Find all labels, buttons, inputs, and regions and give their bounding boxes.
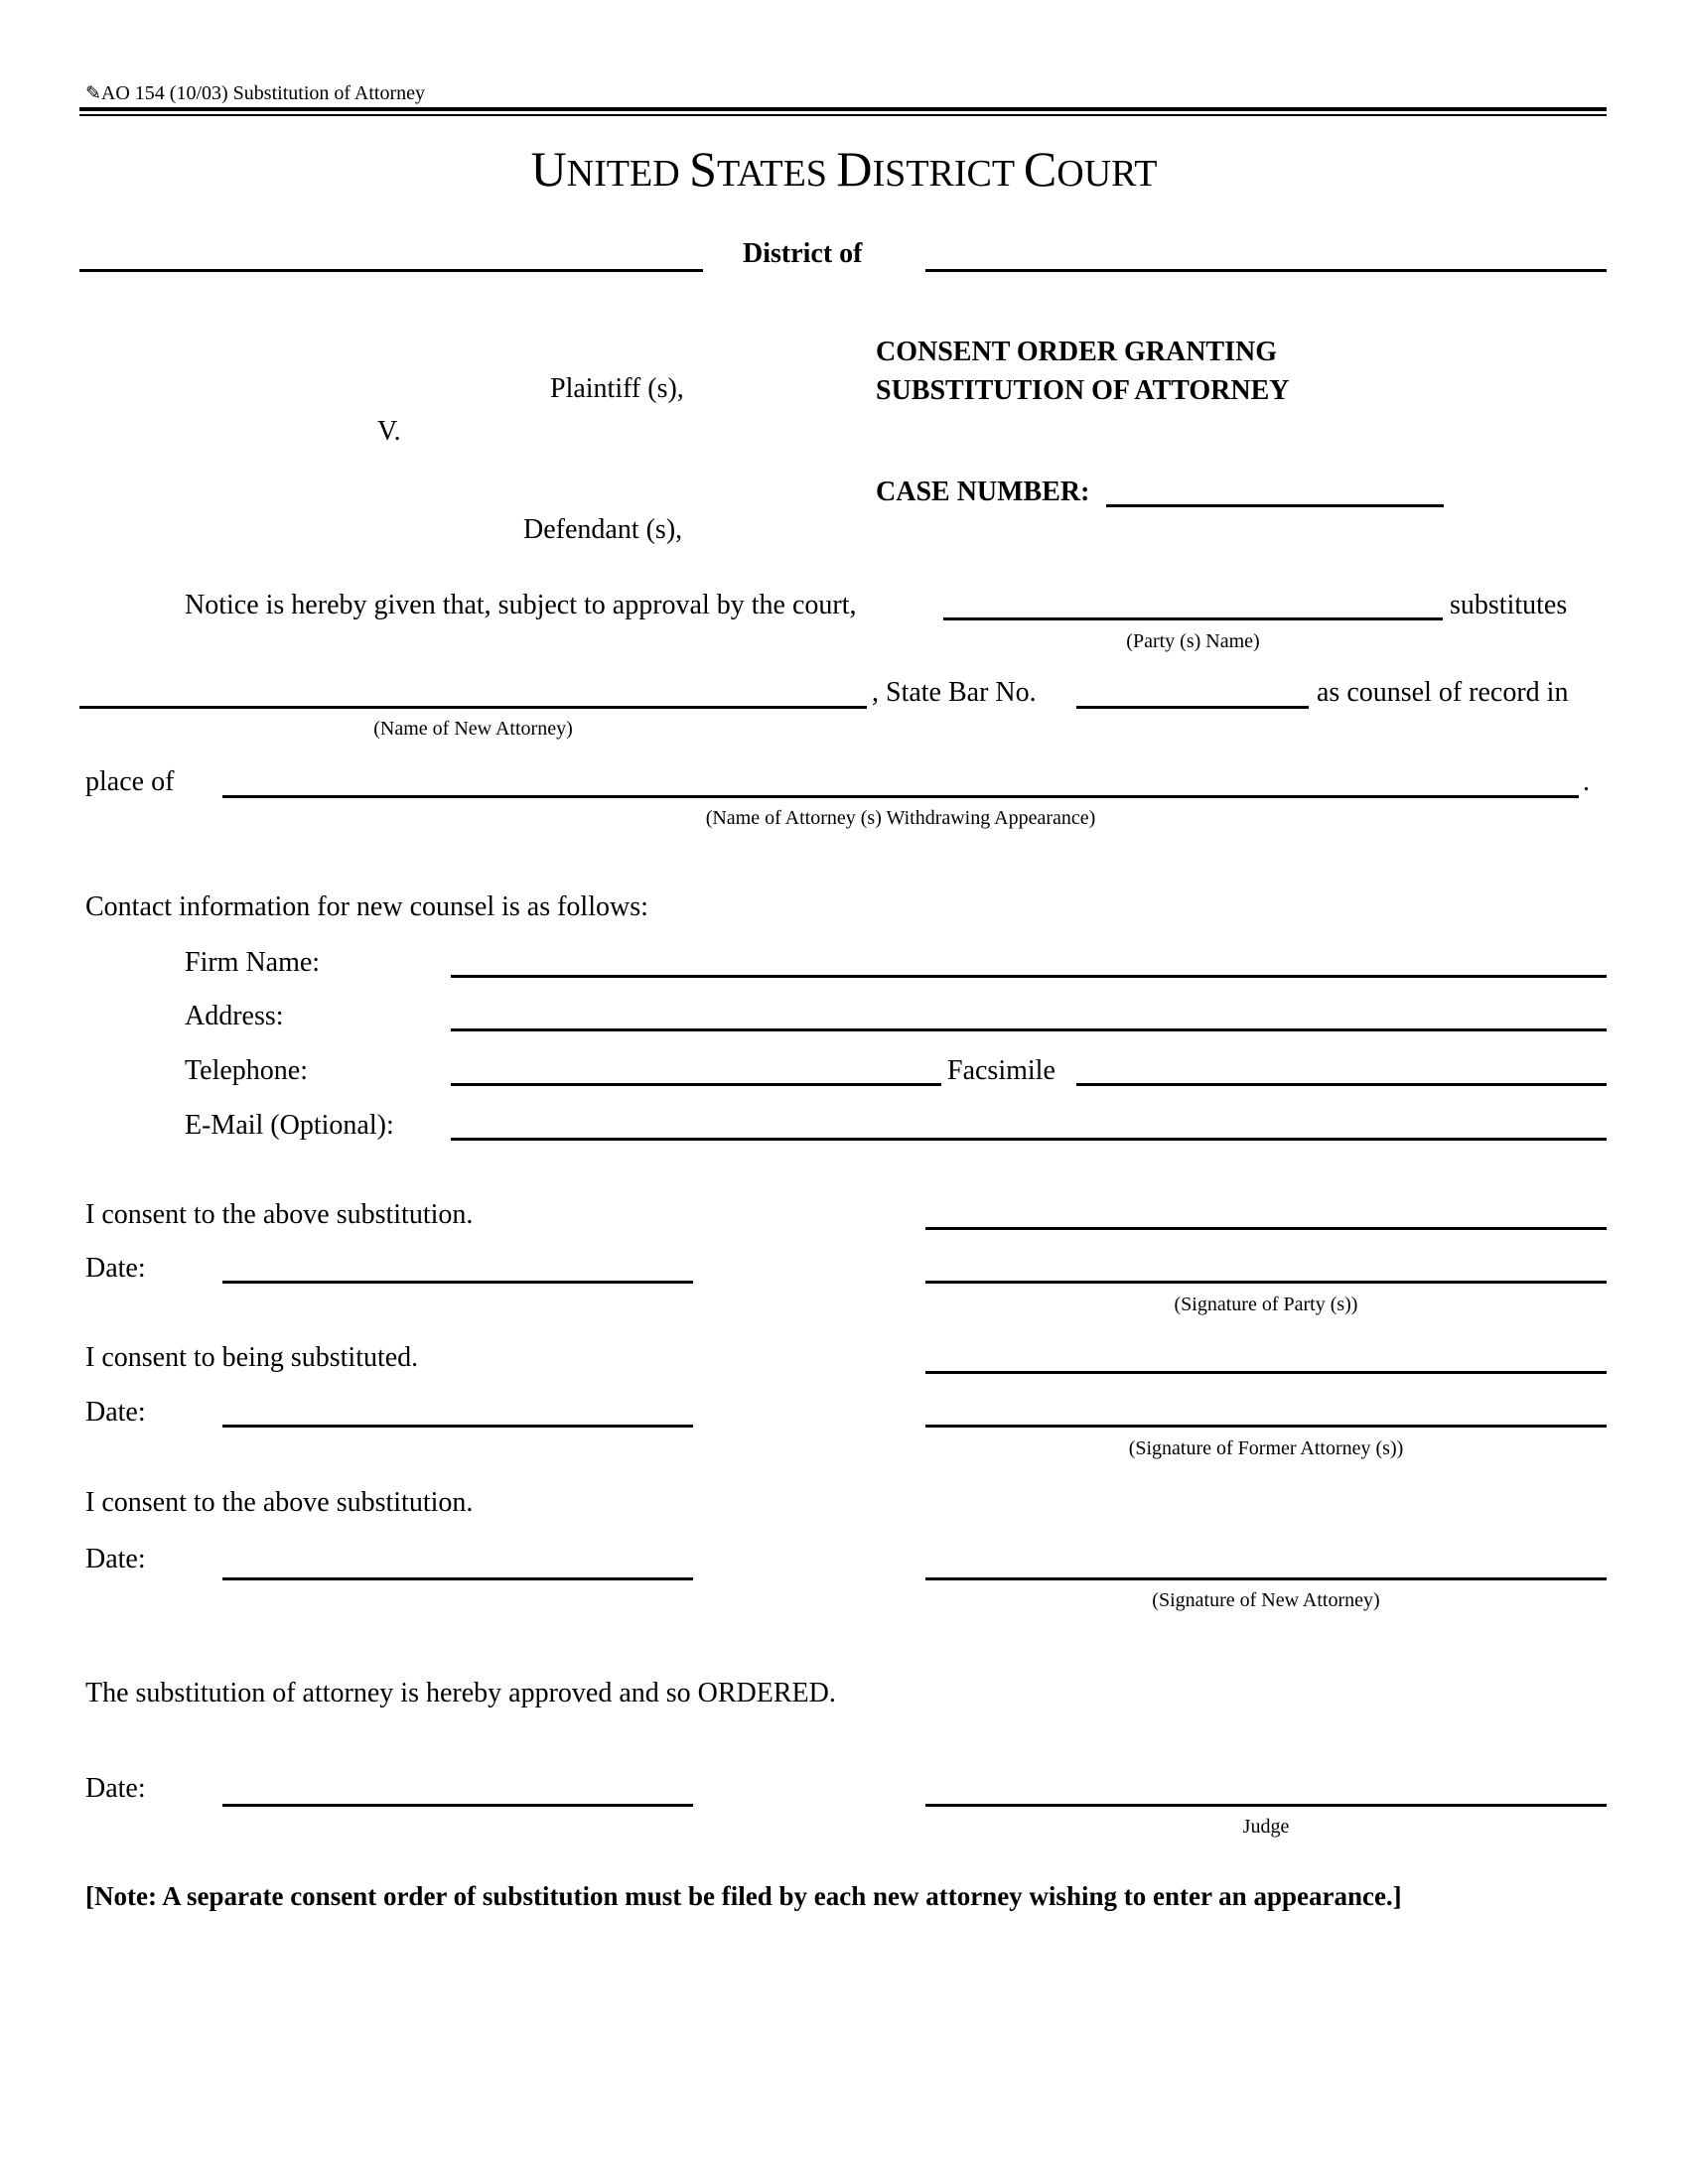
telephone-label: Telephone:	[185, 1055, 308, 1086]
form-id-header	[85, 81, 425, 106]
notice-intro: Notice is hereby given that, subject to approval by the court,	[185, 590, 857, 620]
firm-name-label: Firm Name:	[185, 947, 321, 978]
form-id-text: AO 154 (10/03) Substitution of Attorney	[100, 82, 426, 104]
filing-note: [Note: A separate consent order of substitution must be filed by each new attorney wishing to enter an appearance.]	[85, 1881, 1402, 1911]
address-field[interactable]	[451, 1028, 1607, 1031]
order-title-line2: SUBSTITUTION OF ATTORNEY	[876, 375, 1290, 406]
district-label: District of	[743, 238, 863, 269]
former-attorney-signature-caption: (Signature of Former Attorney (s))	[1128, 1437, 1404, 1459]
court-title	[0, 139, 1688, 211]
consent-party-date-label: Date:	[85, 1253, 146, 1284]
state-bar-label: , State Bar No.	[872, 677, 1037, 708]
contact-intro: Contact information for new counsel is as follows:	[85, 891, 648, 922]
court-title-rest: NITED	[566, 153, 690, 195]
facsimile-field[interactable]	[1076, 1083, 1607, 1086]
withdrawing-attorney-caption: (Name of Attorney (s) Withdrawing Appearance)	[705, 807, 1096, 829]
versus-label: V.	[377, 416, 401, 447]
court-title-initial: C	[1023, 141, 1057, 197]
order-date-label: Date:	[85, 1773, 146, 1804]
substitutes-label: substitutes	[1450, 590, 1568, 620]
former-attorney-signature-field-1[interactable]	[925, 1371, 1607, 1374]
consent-party-date-field[interactable]	[222, 1281, 693, 1284]
judge-caption: Judge	[1242, 1816, 1290, 1838]
state-bar-number-field[interactable]	[1076, 706, 1309, 709]
new-attorney-caption: (Name of New Attorney)	[373, 718, 573, 740]
order-date-field[interactable]	[222, 1804, 693, 1807]
new-attorney-signature-caption: (Signature of New Attorney)	[1152, 1589, 1380, 1611]
order-title-line1: CONSENT ORDER GRANTING	[876, 337, 1277, 367]
case-number-label: CASE NUMBER:	[876, 477, 1090, 507]
consent-new-date-label: Date:	[85, 1544, 146, 1574]
period-mark: .	[1583, 766, 1590, 797]
former-attorney-signature-field-2[interactable]	[925, 1425, 1607, 1428]
withdrawing-attorney-field[interactable]	[222, 795, 1579, 798]
district-location-field[interactable]	[925, 269, 1607, 272]
judge-signature-field[interactable]	[925, 1804, 1607, 1807]
plaintiff-label: Plaintiff (s),	[550, 373, 684, 404]
defendant-label: Defendant (s),	[523, 514, 683, 545]
firm-name-field[interactable]	[451, 975, 1607, 978]
order-statement: The substitution of attorney is hereby approved and so ORDERED.	[85, 1678, 836, 1708]
party-signature-field-1[interactable]	[925, 1227, 1607, 1230]
facsimile-label: Facsimile	[947, 1055, 1055, 1086]
place-of-label: place of	[85, 766, 175, 797]
address-label: Address:	[185, 1001, 284, 1031]
email-field[interactable]	[451, 1138, 1607, 1141]
telephone-field[interactable]	[451, 1083, 941, 1086]
court-title-initial: S	[689, 141, 717, 197]
court-title-initial: D	[836, 141, 873, 197]
consent-new-statement: I consent to the above substitution.	[85, 1487, 474, 1518]
district-name-field[interactable]	[79, 269, 703, 272]
consent-new-date-field[interactable]	[222, 1577, 693, 1580]
consent-party-statement: I consent to the above substitution.	[85, 1199, 474, 1230]
email-label: E-Mail (Optional):	[185, 1110, 394, 1141]
new-attorney-name-field[interactable]	[79, 706, 867, 709]
consent-former-date-field[interactable]	[222, 1425, 693, 1428]
court-title-initial: U	[530, 141, 567, 197]
header-rule-top	[79, 107, 1607, 111]
court-title-rest: OURT	[1056, 153, 1158, 195]
counsel-of-record-label: as counsel of record in	[1317, 677, 1569, 708]
consent-former-statement: I consent to being substituted.	[85, 1342, 419, 1373]
court-title-rest: TATES	[716, 153, 837, 195]
party-name-field[interactable]	[943, 617, 1443, 620]
court-title-rest: ISTRICT	[872, 153, 1024, 195]
pencil-icon: ✎	[85, 83, 101, 104]
case-number-field[interactable]	[1106, 504, 1444, 507]
header-rule-bottom	[79, 114, 1607, 116]
consent-former-date-label: Date:	[85, 1397, 146, 1428]
party-signature-field-2[interactable]	[925, 1281, 1607, 1284]
party-signature-caption: (Signature of Party (s))	[1174, 1294, 1358, 1315]
party-name-caption: (Party (s) Name)	[1126, 630, 1260, 652]
new-attorney-signature-field[interactable]	[925, 1577, 1607, 1580]
